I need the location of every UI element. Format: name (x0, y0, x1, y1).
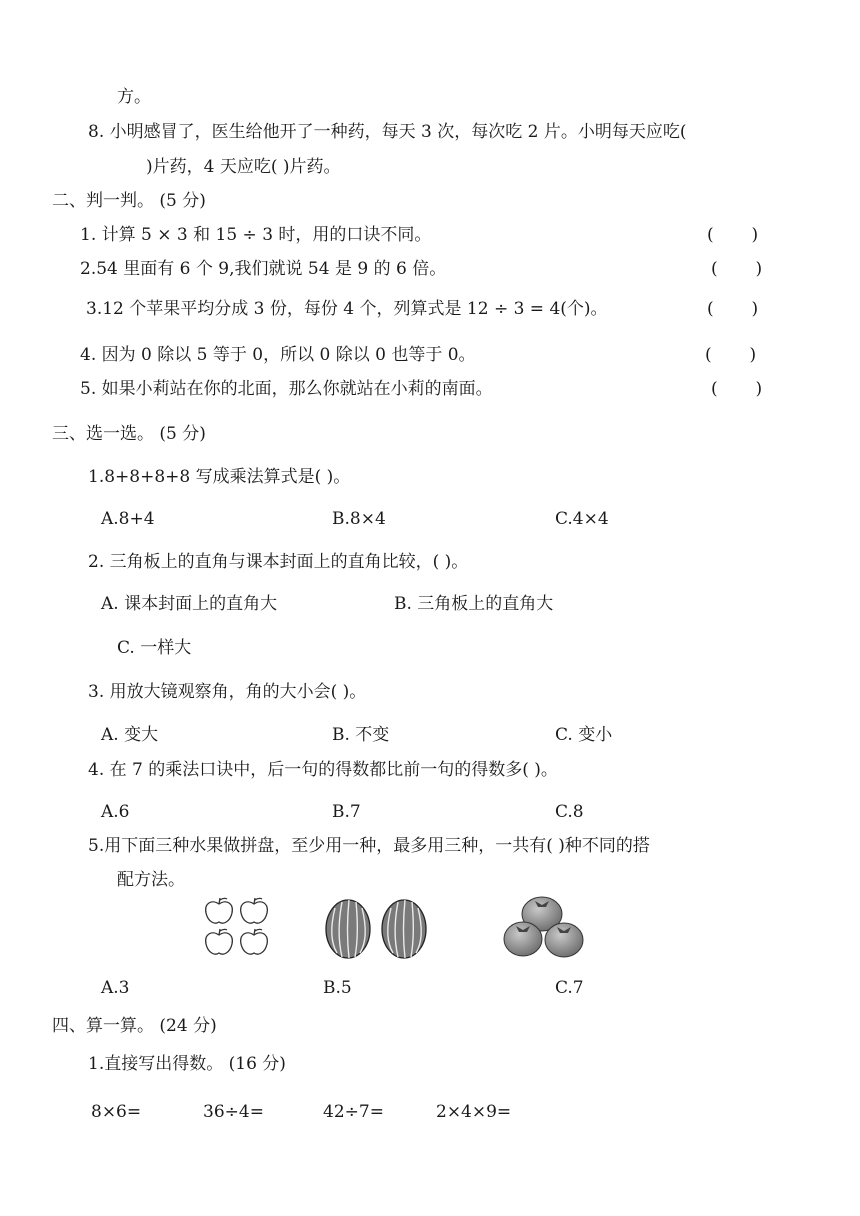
section-3-heading: 三、选一选。 (5 分) (52, 424, 206, 444)
judge-answer-2[interactable]: ( ) (711, 259, 763, 279)
calc-item-3[interactable]: 42÷7= (323, 1102, 384, 1122)
judge-item-4: 4. 因为 0 除以 5 等于 0，所以 0 除以 0 也等于 0。 (80, 345, 476, 365)
choice-q5-line-2: 配方法。 (117, 870, 185, 890)
choice-q5-option-a[interactable]: A.3 (101, 978, 130, 998)
choice-q2-option-a[interactable]: A. 课本封面上的直角大 (101, 594, 278, 614)
apples-illustration (202, 896, 272, 958)
apple-icon (206, 929, 233, 954)
choice-q3-stem: 3. 用放大镜观察角，角的大小会( )。 (88, 682, 367, 702)
calc-subheading: 1.直接写出得数。 (16 分) (88, 1054, 286, 1074)
choice-q2-stem: 2. 三角板上的直角与课本封面上的直角比较，( )。 (88, 552, 469, 572)
watermelon-icon (326, 900, 370, 958)
choice-q4-option-b[interactable]: B.7 (332, 802, 361, 822)
choice-q1-option-b[interactable]: B.8×4 (332, 509, 386, 529)
choice-q1-option-c[interactable]: C.4×4 (555, 509, 609, 529)
judge-item-2: 2.54 里面有 6 个 9,我们就说 54 是 9 的 6 倍。 (80, 259, 447, 279)
watermelon-icon (382, 900, 426, 958)
choice-q3-option-a[interactable]: A. 变大 (101, 725, 159, 745)
choice-q5-option-c[interactable]: C.7 (555, 978, 584, 998)
judge-item-5: 5. 如果小莉站在你的北面，那么你就站在小莉的南面。 (80, 379, 493, 399)
choice-q1-stem: 1.8+8+8+8 写成乘法算式是( )。 (88, 467, 351, 487)
choice-q4-option-c[interactable]: C.8 (555, 802, 584, 822)
prev-question-tail: 方。 (117, 87, 151, 107)
section-2-heading: 二、判一判。 (5 分) (52, 191, 206, 211)
choice-q3-option-c[interactable]: C. 变小 (555, 725, 613, 745)
choice-q4-option-a[interactable]: A.6 (101, 802, 130, 822)
calc-item-4[interactable]: 2×4×9= (436, 1102, 512, 1122)
apple-icon (241, 929, 268, 954)
tomato-icon (545, 923, 583, 957)
section-4-heading: 四、算一算。 (24 分) (52, 1016, 217, 1036)
apple-icon (241, 898, 268, 923)
choice-q4-stem: 4. 在 7 的乘法口诀中，后一句的得数都比前一句的得数多( )。 (88, 760, 558, 780)
judge-answer-4[interactable]: ( ) (705, 345, 757, 365)
tomato-icon (504, 922, 542, 956)
apple-icon (206, 898, 233, 923)
watermelons-illustration (323, 898, 433, 960)
choice-q5-line-1: 5.用下面三种水果做拼盘，至少用一种，最多用三种，一共有( )种不同的搭 (88, 836, 650, 856)
judge-item-3: 3.12 个苹果平均分成 3 份，每份 4 个，列算式是 12 ÷ 3 = 4(个)。 (86, 299, 608, 319)
calc-item-1[interactable]: 8×6= (91, 1102, 142, 1122)
judge-answer-1[interactable]: ( ) (707, 225, 759, 245)
choice-q2-option-c[interactable]: C. 一样大 (117, 638, 192, 658)
choice-q3-option-b[interactable]: B. 不变 (332, 725, 390, 745)
choice-q1-option-a[interactable]: A.8+4 (101, 509, 155, 529)
judge-answer-5[interactable]: ( ) (711, 379, 763, 399)
question-8-line-2: )片药，4 天应吃( )片药。 (146, 157, 341, 177)
choice-q5-option-b[interactable]: B.5 (323, 978, 352, 998)
judge-item-1: 1. 计算 5 × 3 和 15 ÷ 3 时，用的口诀不同。 (80, 225, 432, 245)
tomatoes-illustration (502, 894, 586, 960)
judge-answer-3[interactable]: ( ) (707, 299, 759, 319)
calc-item-2[interactable]: 36÷4= (203, 1102, 264, 1122)
choice-q2-option-b[interactable]: B. 三角板上的直角大 (394, 594, 554, 614)
question-8-line-1: 8. 小明感冒了，医生给他开了一种药，每天 3 次，每次吃 2 片。小明每天应吃( (88, 122, 687, 142)
